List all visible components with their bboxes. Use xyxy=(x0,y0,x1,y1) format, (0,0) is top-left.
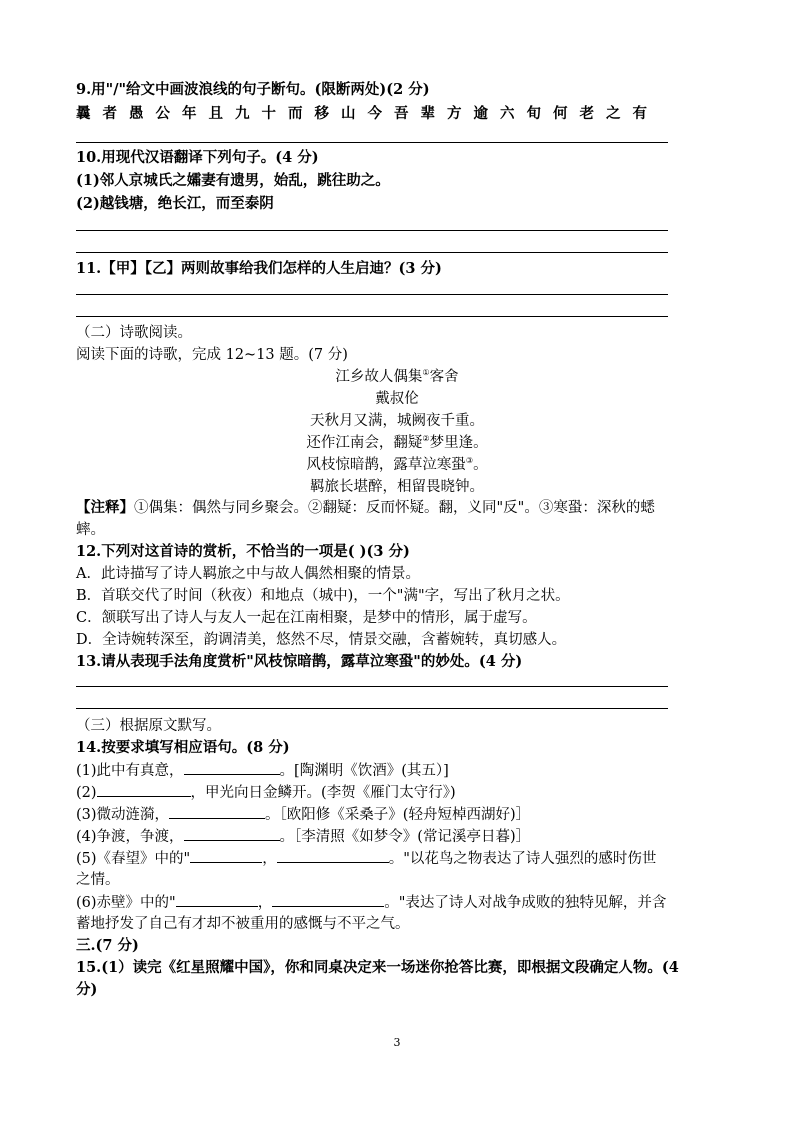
q11-prompt: 11.【甲】【乙】两则故事给我们怎样的人生启迪？(3 分) xyxy=(76,260,442,277)
q9-char: 六 xyxy=(500,105,515,122)
q15-prompt-cont: 分) xyxy=(76,981,98,998)
q9-char: 辈 xyxy=(420,105,435,122)
q9-prompt: 9.用"/"给文中画波浪线的句子断句。(限断两处)(2 分) xyxy=(76,81,430,98)
poem-line-2: 还作江南会，翻疑②梦里逢。 xyxy=(306,434,488,451)
q12-option-b: B．首联交代了时间（秋夜）和地点（城中)，一个"满"字，写出了秋月之状。 xyxy=(76,588,570,604)
fill-blank[interactable] xyxy=(97,782,191,797)
fill-blank[interactable] xyxy=(277,848,389,863)
q14-item-5-cont: 之情。 xyxy=(76,872,120,888)
q10-prompt: 10.用现代汉语翻译下列句子。(4 分) xyxy=(76,149,319,166)
q9-char: 曩 xyxy=(76,105,91,122)
poem-line-3: 风枝惊暗鹊，露草泣寒蛩③。 xyxy=(306,456,488,473)
poem-line-1: 天秋月又满，城阙夜千重。 xyxy=(310,413,484,429)
q15-prompt: 15.(1）读完《红星照耀中国》，你和同桌决定来一场迷你抢答比赛，即根据文段确定人物。(4 xyxy=(76,959,679,976)
q9-char: 吾 xyxy=(394,105,409,122)
fill-blank[interactable] xyxy=(169,804,265,819)
q9-text xyxy=(76,104,659,124)
q14-prompt: 14.按要求填写相应语句。(8 分) xyxy=(76,739,290,756)
fill-blank[interactable] xyxy=(184,826,280,841)
q9-char: 老 xyxy=(579,105,594,122)
q9-char: 愚 xyxy=(129,105,144,122)
answer-line xyxy=(76,252,668,253)
answer-line xyxy=(76,316,668,317)
q14-item-2: (2) ，甲光向日金鳞开。(李贺《雁门太守行》) xyxy=(76,782,456,803)
q12-option-a: A．此诗描写了诗人羁旅之中与故人偶然相聚的情景。 xyxy=(76,566,420,582)
q13-prompt: 13.请从表现手法角度赏析"风枝惊暗鹊，露草泣寒蛩"的妙处。(4 分) xyxy=(76,653,523,670)
poem-notes: 【注释】①偶集：偶然与同乡聚会。②翻疑：反而怀疑。翻，义同"反"。③寒蛩：深秋的蟋 xyxy=(76,499,655,516)
q9-char: 山 xyxy=(341,105,356,122)
q9-char: 而 xyxy=(288,105,303,122)
q12-option-d: D．全诗婉转深至，韵调清美，悠然不尽，情景交融，含蓄婉转，真切感人。 xyxy=(76,632,567,648)
q9-char: 逾 xyxy=(473,105,488,122)
poem-author: 戴叔伦 xyxy=(375,391,419,407)
q9-char: 旬 xyxy=(526,105,541,122)
q9-char: 方 xyxy=(447,105,462,122)
q9-char: 九 xyxy=(235,105,250,122)
q9-char: 之 xyxy=(606,105,621,122)
fill-blank[interactable] xyxy=(190,848,262,863)
poem-title: 江乡故人偶集①客舍 xyxy=(335,368,459,385)
q9-char: 移 xyxy=(314,105,329,122)
q14-item-1: (1)此中有真意， 。[陶渊明《饮酒》(其五）] xyxy=(76,760,449,781)
section-2-heading: （二）诗歌阅读。 xyxy=(76,325,192,341)
q10-sentence-2: (2)越钱塘，绝长江，而至泰阴 xyxy=(76,195,274,212)
q9-char: 公 xyxy=(155,105,170,122)
q9-char: 且 xyxy=(208,105,223,122)
poem-line-4: 羁旅长堪醉，相留畏晓钟。 xyxy=(310,479,484,495)
q9-char: 今 xyxy=(367,105,382,122)
poem-notes-cont: 蟀。 xyxy=(76,522,105,538)
page-number: 3 xyxy=(393,1036,401,1049)
fill-blank[interactable] xyxy=(272,892,384,907)
answer-line xyxy=(76,142,668,143)
q9-char: 者 xyxy=(102,105,117,122)
fill-blank[interactable] xyxy=(184,760,280,775)
fill-blank[interactable] xyxy=(176,892,258,907)
answer-line xyxy=(76,230,668,231)
section-iii-heading: 三.(7 分) xyxy=(76,937,139,954)
q9-char: 十 xyxy=(261,105,276,122)
q14-item-4: (4)争渡，争渡， 。［李清照《如梦令》(常记溪亭日暮)］ xyxy=(76,826,530,847)
section-3-heading: （三）根据原文默写。 xyxy=(76,718,221,734)
answer-line xyxy=(76,686,668,687)
q12-option-c: C．颔联写出了诗人与友人一起在江南相聚，是梦中的情形，属于虚写。 xyxy=(76,610,537,626)
q14-item-3: (3)微动涟漪， 。［欧阳修《采桑子》(轻舟短棹西湖好)］ xyxy=(76,804,530,825)
answer-line xyxy=(76,708,668,709)
q14-item-6-cont: 蓄地抒发了自己有才却不被重用的感慨与不平之气。 xyxy=(76,916,410,932)
q14-item-6: (6)赤壁》中的" ， 。"表达了诗人对战争成败的独特见解，并含 xyxy=(76,892,666,913)
q9-char: 有 xyxy=(632,105,647,122)
section-2-instruction: 阅读下面的诗歌，完成 12~13 题。(7 分) xyxy=(76,347,348,363)
q9-char: 年 xyxy=(182,105,197,122)
answer-line xyxy=(76,294,668,295)
q10-sentence-1: (1)邻人京城氏之孀妻有遗男，始乱，跳往助之。 xyxy=(76,172,390,189)
q9-char: 何 xyxy=(553,105,568,122)
q12-prompt: 12.下列对这首诗的赏析，不恰当的一项是( )(3 分) xyxy=(76,543,410,560)
q14-item-5: (5)《春望》中的" ， 。"以花鸟之物表达了诗人强烈的感时伤世 xyxy=(76,848,656,869)
